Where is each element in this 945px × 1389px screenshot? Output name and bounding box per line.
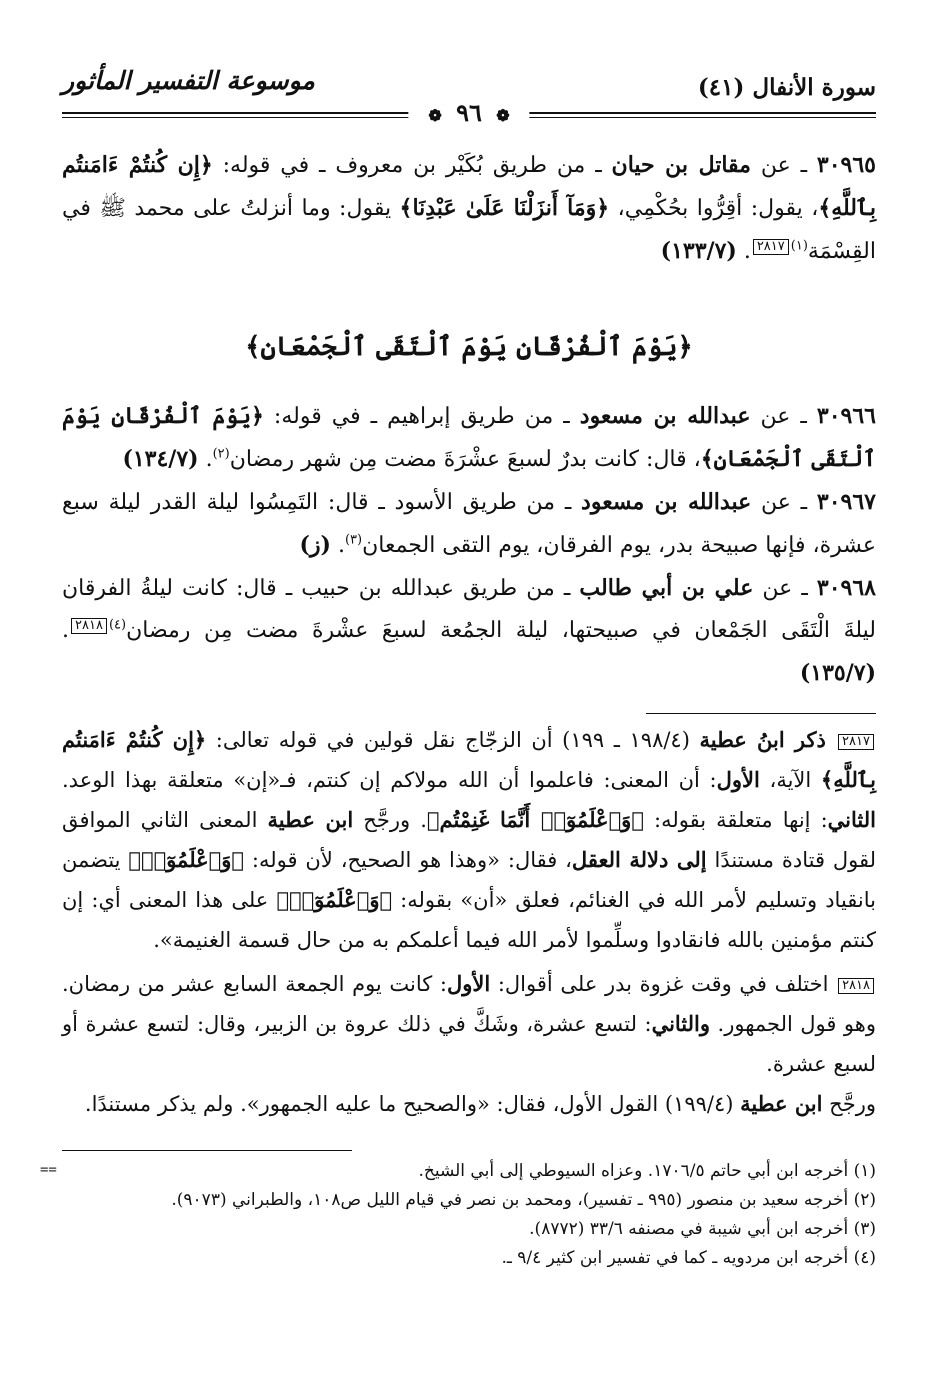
entry-text: ـ عن [751,490,817,515]
comment-box-label: ٢٨١٨ [838,978,874,994]
scholar-name: ابنُ عطية [699,727,785,752]
comment-text: ورجَّح [822,1092,876,1116]
narrator-name: مقاتل بن حيان [611,152,751,178]
narrator-name: علي بن أبي طالب [579,575,754,601]
comment-text: . ورجَّح [353,808,427,832]
quran-quote: ﴿إِن كُنتُمْ ءَامَنتُم بِٱللَّهِ﴾ [62,727,876,792]
comment-text: اختلف في وقت غزوة بدر على أقوال: [490,972,837,996]
opinion-label: والثاني [651,1011,711,1036]
page-number-text: ٩٦ [456,98,482,127]
entry-text: ـ عن [753,576,817,601]
footnote: (٢) أخرجه سعيد بن منصور (٩٩٥ ـ تفسير)، ومحمد بن نصر في قيام الليل ص١٠٨، والطبراني (٩٠٧٣). [171,1190,876,1210]
comment-text: الآية، [759,768,821,792]
ayah-heading: ﴿يَوْمَ ٱلْفُرْقَانِ يَوْمَ ٱلْتَقَى ٱلْجَمْعَانِ﴾ [245,332,693,362]
surah-title: سورة الأنفال (٤١) [697,74,876,101]
entry-text: . [330,533,345,558]
narrator-name: عبدالله بن مسعود [581,489,752,515]
book-title: موسوعة التفسير المأثور [62,66,315,95]
volume-ref: (١٣٤/٧) [122,446,199,472]
commentary-block [62,720,876,960]
narration-entry [62,144,876,273]
margin-mark: == [40,1162,57,1178]
book-page [62,60,876,1360]
volume-ref: (١٣٥/٧) [799,660,876,686]
entry-text: ـ عن [750,153,817,178]
footnote-ref[interactable]: (٣) [344,532,363,548]
comment-text: : أن المعنى: فاعلموا أن الله مولاكم إن كنتم، فـ«إن» متعلقة بهذا الوعد. [62,768,717,792]
comment-ref-box[interactable]: ٢٨١٧ [753,239,789,255]
quran-quote: ﴿وَٱعْلَمُوٓا۟﴾ [128,847,245,872]
footnote: (٤) أخرجه ابن مردويه ـ كما في تفسير ابن كثير ٩/٤ ـ. [501,1248,876,1268]
volume-ref: (ز) [299,532,331,558]
comment-text: (١٩٨/٤ ـ ١٩٩) أن الزجّاج نقل قولين في قوله تعالى: [206,728,700,752]
footnote-ref[interactable]: (١) [790,238,808,254]
entry-number: ٣٠٩٦٦ [816,403,876,429]
evidence-label: إلى دلالة العقل [571,847,707,872]
comment-text: ، فقال: «وهذا هو الصحيح، لأن قوله: [244,848,572,872]
comment-text: (١٩٩/٤) القول الأول، فقال: «والصحيح ما عليه الجمهور». ولم يذكر مستندًا. [84,1092,741,1116]
footnote: (٣) أخرجه ابن أبي شيبة في مصنفه ٣٣/٦ (٨٧٧٢). [529,1219,876,1239]
opinion-label: الثاني [827,807,876,832]
footnotes-separator [62,1150,352,1151]
comment-text: : لتسع عشرة، وشَكَّ في ذلك عروة بن الزبير، وقال: لتسع عشرة أو لسبع عشرة. [62,1012,876,1076]
quran-quote: ﴿إِن كُنتُمْ ءَامَنتُم بِٱللَّهِ﴾ [62,152,876,221]
entry-text: ، قال: كانت بدرٌ لسبعَ عشْرَةَ مضت مِن شهر رمضان [229,447,701,472]
comment-box-label: ٢٨١٧ [838,734,874,750]
entry-text: . [736,239,751,264]
comment-text: المعنى الثاني الموافق لقول قتادة مستندًا [62,808,876,872]
entry-number: ٣٠٩٦٨ [816,575,876,601]
comment-text: ذكر [784,727,837,752]
entry-number: ٣٠٩٦٧ [816,489,876,515]
commentary-block [62,1084,876,1124]
quran-quote: ﴿وَٱعْلَمُوٓا۟﴾ [276,887,393,912]
narrator-name: عبدالله بن مسعود [579,403,751,429]
commentary-block [62,964,876,1084]
footnote: (١) أخرجه ابن أبي حاتم ١٧٠٦/٥. وعزاه السيوطي إلى أبي الشيخ. [418,1161,876,1181]
entry-text: . [62,618,69,643]
narration-entry [62,395,876,481]
quran-quote: ﴿وَمَآ أَنزَلْنَا عَلَىٰ عَبْدِنَا﴾ [399,195,610,221]
quran-quote: ﴿وَٱعْلَمُوٓا۟ أَنَّمَا غَنِمْتُم﴾ [426,807,644,832]
page-number [408,98,529,127]
comment-text: : كانت يوم الجمعة السابع عشر من رمضان. وهو قول الجمهور. [62,972,876,1036]
entry-text: يقول: وما أنزلتُ على محمد ﷺ في القِسْمَة [62,196,876,264]
entry-text: ـ عن [750,404,817,429]
entry-text: ، يقول: أقِرُّوا بحُكْمِي، [609,196,819,221]
opinion-label: الأول [716,767,760,792]
page-header [62,60,876,130]
entry-text: . [198,447,213,472]
narration-entry [62,567,876,695]
ornament-icon: ❁ [496,106,510,125]
quran-quote: ﴿يَوْمَ ٱلْفُرْقَانِ يَوْمَ ٱلْتَقَى ٱلْجَمْعَانِ﴾ [62,403,876,472]
comment-text: على هذا المعنى أي: إن كنتم مؤمنين بالله فانقادوا وسلِّموا لأمر الله فيما أعلمكم به من حال قسمة الغنيمة». [62,888,876,952]
entry-text: ـ من طريق إبراهيم ـ في قوله: [263,404,580,429]
comments-separator [646,713,876,714]
entry-text: ـ من طريق عبدالله بن حبيب ـ قال: كانت ليلةُ الفرقان ليلةَ الْتَقَى الجَمْعان في صبيحتها، ليلة الجمُعة لسبعَ عشْرةَ مضت مِن رمضان [62,576,876,643]
comment-text: : إنها متعلقة بقوله: [643,808,828,832]
entry-text: ـ من طريق الأسود ـ قال: التَمِسُوا ليلة القدر ليلة سبع عشرة، فإنها صبيحة بدر، يوم الفرقان، يوم التقى الجمعان [62,490,876,558]
scholar-name: ابن عطية [267,807,354,832]
entry-number: ٣٠٩٦٥ [816,152,876,178]
comment-ref-box[interactable]: ٢٨١٨ [71,618,107,634]
narration-entry [62,481,876,567]
footnote-ref[interactable]: (٢) [212,446,230,462]
volume-ref: (١٣٣/٧) [660,238,737,264]
ornament-icon: ❁ [428,106,442,125]
opinion-label: الأول [446,971,491,996]
entry-text: ـ من طريق بُكَيْر بن معروف ـ في قوله: [212,153,612,178]
comment-text: يتضمن بانقياد وتسليم لأمر الله في الغنائم، فعلق «أن» بقوله: [62,848,876,912]
scholar-name: ابن عطية [740,1091,823,1116]
footnote-ref[interactable]: (٤) [108,617,127,633]
